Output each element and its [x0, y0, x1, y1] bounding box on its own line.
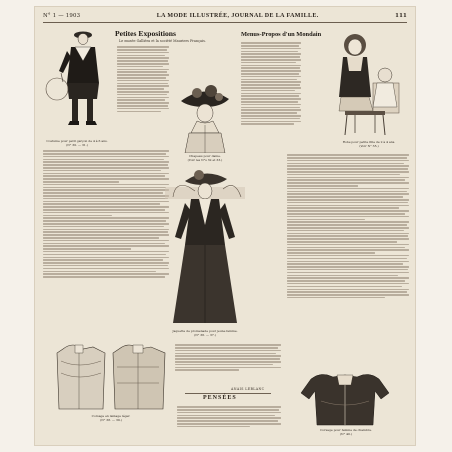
journal-title: LA MODE ILLUSTRÉE, JOURNAL DE LA FAMILLE. [156, 13, 319, 19]
walking-jacket-illustration [165, 167, 245, 325]
issue-number: N° 1 — 1903 [43, 13, 81, 19]
pensees-body [177, 405, 281, 441]
boy-caption [39, 140, 115, 147]
girl-caption-sub: (Voir N° 35.) [359, 143, 379, 148]
magazine-page [34, 6, 416, 446]
girl-caption [321, 141, 417, 148]
maid-blouse-illustration [297, 371, 393, 427]
pensees-heading: PENSÉES [203, 395, 237, 401]
page-header [43, 10, 407, 23]
boy-caption-ref: (N° 30. — 31.) [66, 142, 88, 147]
maid-blouse-caption-ref: (N° 40.) [339, 431, 353, 436]
walking-jacket-caption [161, 330, 249, 337]
right-article-body-main [287, 153, 409, 371]
left-article-body-top [117, 45, 169, 143]
blouses-caption-ref: (N° 38. — 39.) [100, 417, 122, 422]
walking-jacket-caption-ref: (N° 36. — 37.) [194, 332, 216, 337]
girl-doll-illustration [335, 27, 405, 139]
left-article-headline: Petites Expositions [115, 29, 176, 38]
right-article-headline: Menus-Propos d'un Mondain [241, 31, 322, 38]
maid-blouse-caption [291, 429, 401, 436]
blouses-caption-text: Corsage en lainage léger. [91, 414, 131, 418]
maid-blouse-caption-text: Corsage pour femme de chambre. [320, 428, 372, 432]
boy-sailor-illustration [45, 27, 111, 139]
hat-lady-caption-sub: (Voir les N°s 32 et 33.) [187, 157, 223, 162]
left-article-body-bottom [43, 149, 169, 345]
boy-caption-text: Costume pour petit garçon de 4 à 6 ans. [46, 139, 108, 143]
author-signature: ANAIS LEBLANC [231, 387, 265, 391]
girl-caption-text: Robe pour petite fille de 2 à 4 ans. [342, 140, 396, 144]
hat-lady-caption-text: Chapeau pour dame. [189, 154, 221, 158]
hat-lady-caption [173, 155, 237, 162]
left-article-subline: Le musée Galliéra et la société Mauriers Français. [119, 39, 206, 43]
walking-jacket-caption-text: Jaquette de promenade pour jeune femme. [172, 329, 238, 333]
pensees-rule [185, 393, 271, 394]
center-bottom-body [175, 343, 281, 385]
blouses-caption [49, 415, 173, 422]
hat-lady-illustration [175, 85, 235, 153]
blouses-illustration [53, 339, 171, 413]
right-article-body-top [241, 41, 301, 165]
page-number: 111 [395, 13, 407, 19]
